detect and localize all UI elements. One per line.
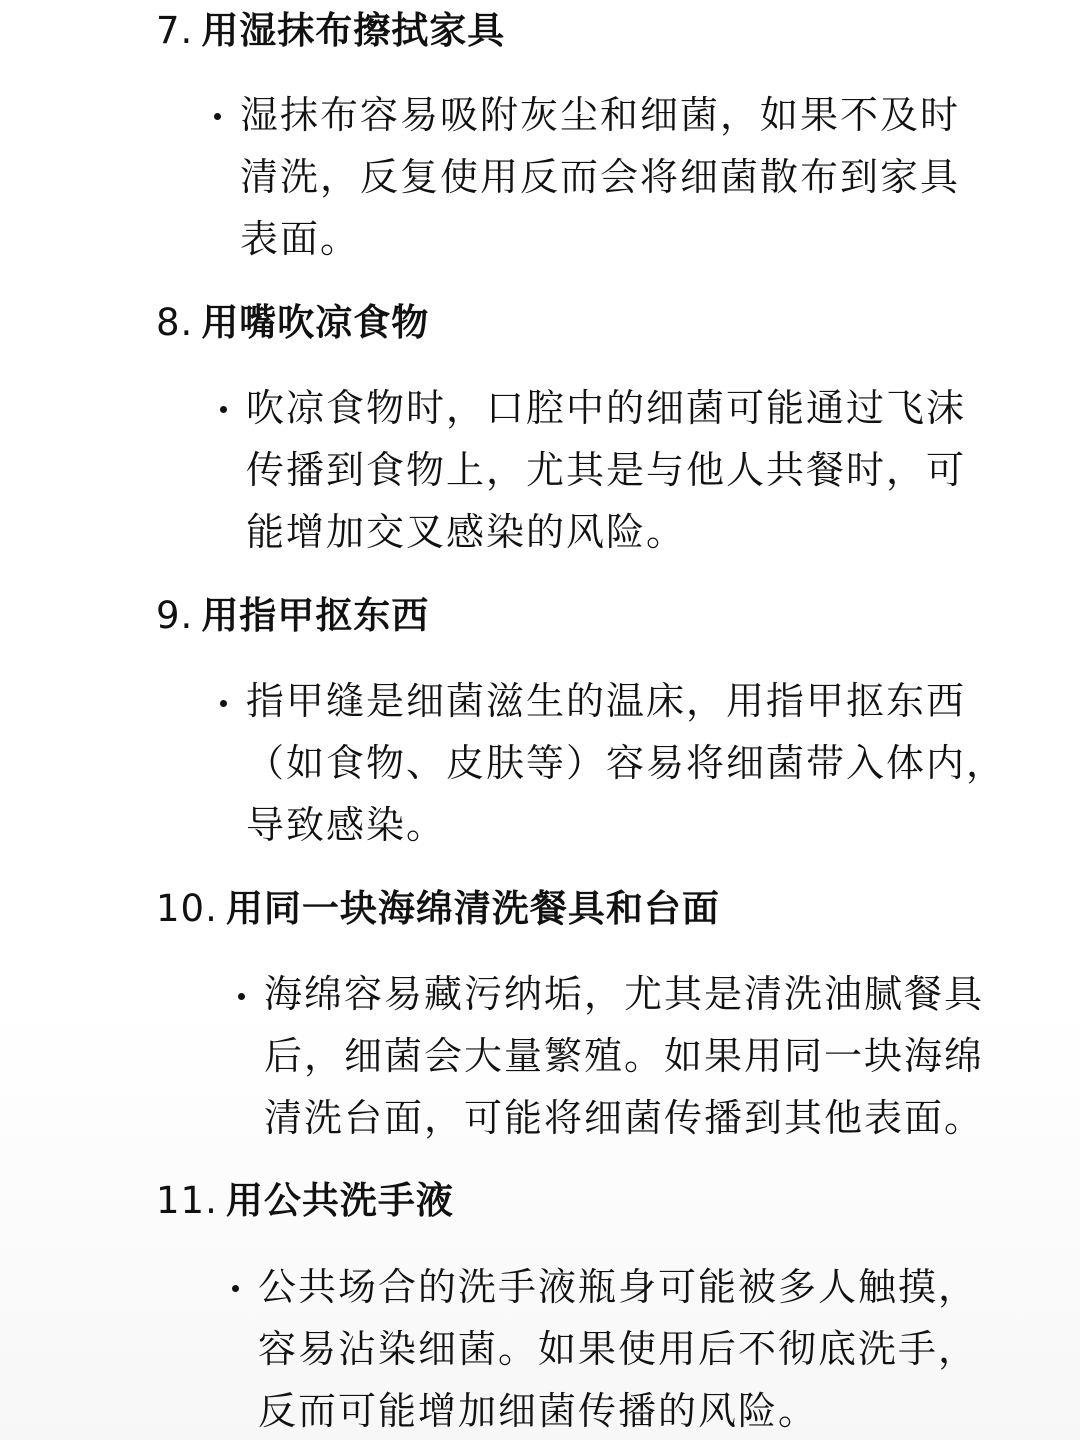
bullet-text-line: 表面。 — [240, 217, 361, 261]
bullet-dot — [214, 113, 221, 120]
bullet-text-line: 传播到食物上，尤其是与他人共餐时，可 — [246, 448, 967, 492]
section-number: 7. — [156, 9, 194, 52]
bullet-text-line: 海绵容易藏污纳垢，尤其是清洗油腻餐具 — [264, 972, 985, 1016]
bullet-text-line: 反而可能增加细菌传播的风险。 — [258, 1389, 819, 1433]
bullet-text-line: 容易沾染细菌。如果使用后不彻底洗手， — [258, 1327, 979, 1371]
section-title: 用湿抹布擦拭家具 — [201, 9, 506, 52]
section-heading — [156, 886, 720, 932]
section-number: 10. — [156, 887, 218, 930]
bullet-dot — [238, 993, 245, 1000]
bullet-text-line: 吹凉食物时，口腔中的细菌可能通过飞沫 — [246, 386, 967, 430]
section-number: 11. — [156, 1179, 218, 1222]
bullet-text-line: 能增加交叉感染的风险。 — [246, 510, 687, 554]
bullet-text-line: 后，细菌会大量繁殖。如果用同一块海绵 — [264, 1034, 985, 1078]
section-heading — [156, 1178, 454, 1224]
section-heading — [156, 593, 429, 639]
section-title: 用公共洗手液 — [225, 1179, 454, 1222]
bullet-text-line: 指甲缝是细菌滋生的温床，用指甲抠东西 — [246, 679, 967, 723]
section-heading — [156, 8, 505, 54]
bullet-text-line: 公共场合的洗手液瓶身可能被多人触摸， — [258, 1265, 979, 1309]
bullet-text-line: （如食物、皮肤等）容易将细菌带入体内， — [246, 741, 1007, 785]
section-title: 用嘴吹凉食物 — [201, 301, 430, 344]
section-number: 8. — [156, 301, 194, 344]
bullet-dot — [220, 406, 227, 413]
section-title: 用指甲抠东西 — [201, 594, 430, 637]
bullet-dot — [232, 1285, 239, 1292]
section-title: 用同一块海绵清洗餐具和台面 — [225, 887, 720, 930]
bullet-text-line: 清洗台面，可能将细菌传播到其他表面。 — [264, 1096, 985, 1140]
bullet-text-line: 湿抹布容易吸附灰尘和细菌，如果不及时 — [240, 93, 961, 137]
bullet-dot — [220, 700, 227, 707]
section-number: 9. — [156, 594, 194, 637]
bullet-text-line: 导致感染。 — [246, 803, 447, 847]
section-heading — [156, 300, 429, 346]
bullet-text-line: 清洗，反复使用反而会将细菌散布到家具 — [240, 155, 961, 199]
